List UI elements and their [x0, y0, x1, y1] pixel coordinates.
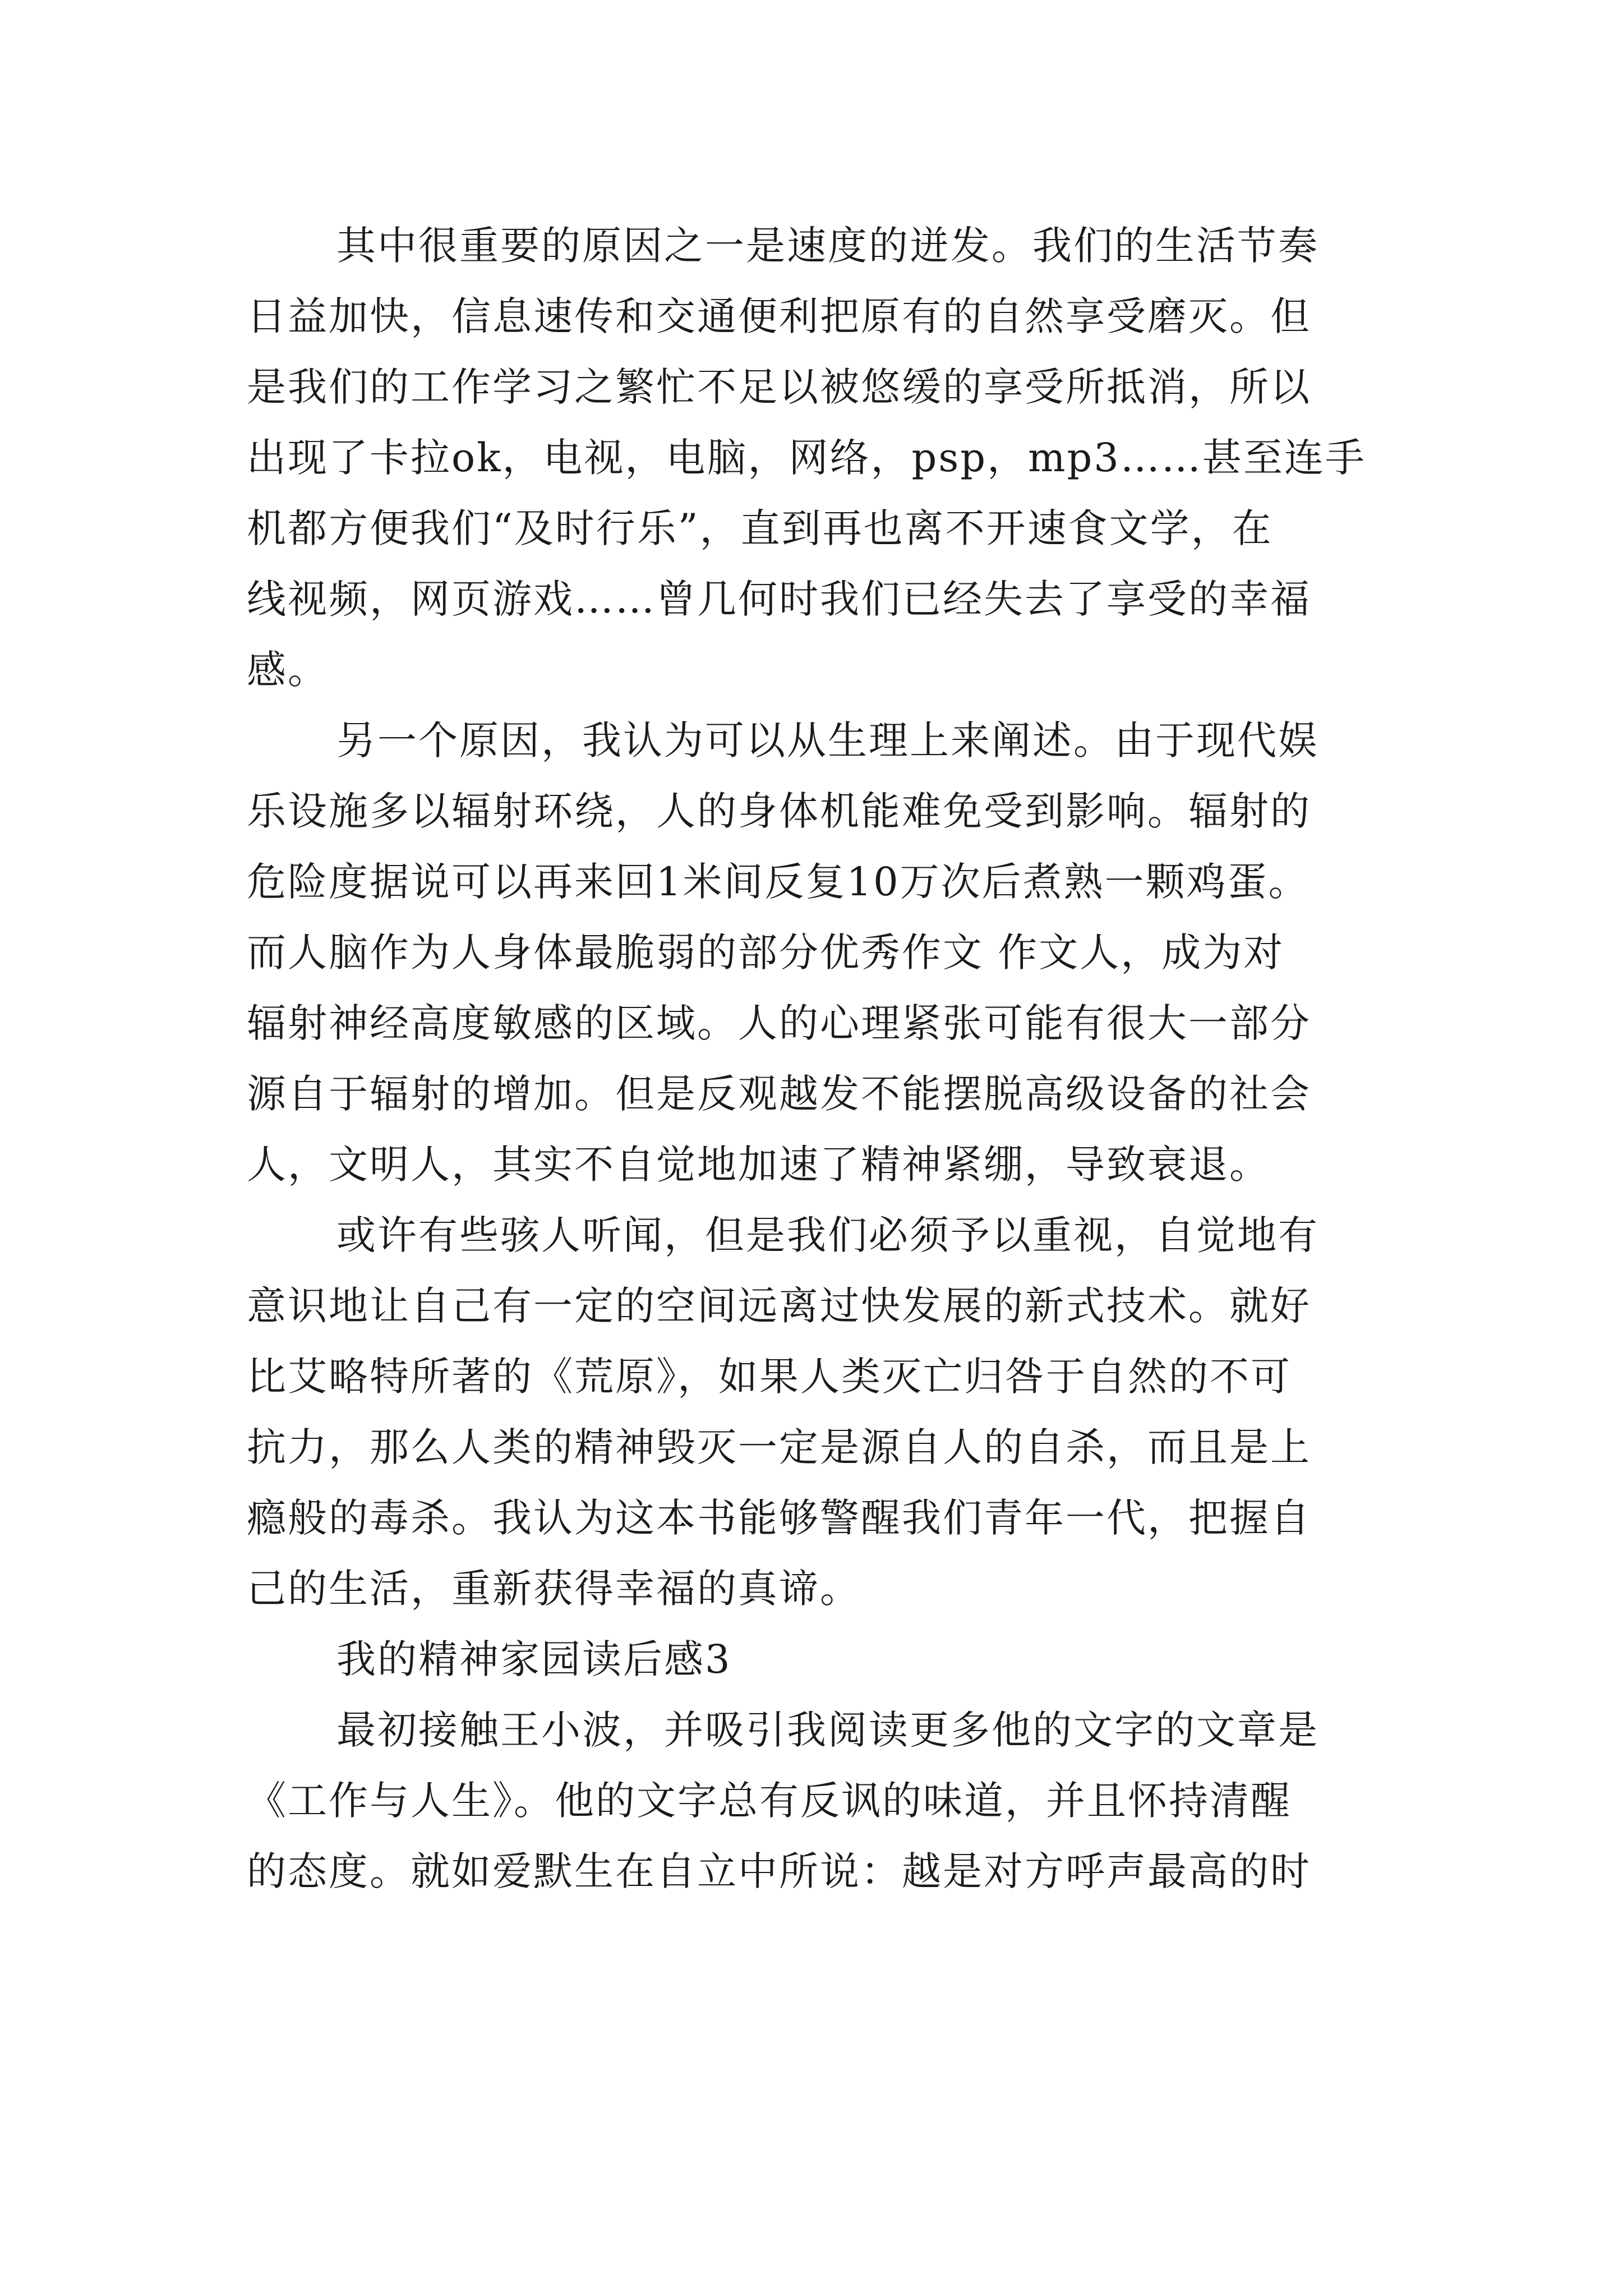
- text-line: 感。: [247, 647, 329, 693]
- text-line: 人，文明人，其实不自觉地加速了精神紧绷，导致衰退。: [247, 1142, 1270, 1188]
- text-line: 危险度据说可以再来回1米间反复10万次后煮熟一颗鸡蛋。: [247, 859, 1310, 905]
- text-line: 机都方便我们“及时行乐”，直到再也离不开速食文学，在: [247, 505, 1273, 551]
- text-line: 《工作与人生》。他的文字总有反讽的味道，并且怀持清醒: [247, 1778, 1292, 1824]
- text-line: 另一个原因，我认为可以从生理上来阐述。由于现代娱: [336, 717, 1319, 763]
- text-line: 比艾略特所著的《荒原》，如果人类灭亡归咎于自然的不可: [247, 1354, 1292, 1400]
- text-line: 其中很重要的原因之一是速度的迸发。我们的生活节奏: [336, 223, 1319, 269]
- text-line: 出现了卡拉ok，电视，电脑，网络，psp，mp3……甚至连手: [247, 435, 1366, 481]
- text-line: 乐设施多以辐射环绕，人的身体机能难免受到影响。辐射的: [247, 788, 1311, 834]
- text-line: 日益加快，信息速传和交通便利把原有的自然享受磨灭。但: [247, 293, 1311, 339]
- document-body: [247, 210, 1385, 1907]
- text-line: 意识地让自己有一定的空间远离过快发展的新式技术。就好: [247, 1283, 1311, 1329]
- text-line: 线视频，网页游戏……曾几何时我们已经失去了享受的幸福: [247, 576, 1311, 622]
- text-line: 是我们的工作学习之繁忙不足以被悠缓的享受所抵消，所以: [247, 364, 1311, 410]
- text-line: 瘾般的毒杀。我认为这本书能够警醒我们青年一代，把握自: [247, 1495, 1311, 1541]
- text-line: 而人脑作为人身体最脆弱的部分优秀作文 作文人，成为对: [247, 930, 1285, 976]
- section-heading: 我的精神家园读后感3: [336, 1636, 732, 1682]
- text-line: 源自于辐射的增加。但是反观越发不能摆脱高级设备的社会: [247, 1071, 1311, 1117]
- text-line: 己的生活，重新获得幸福的真谛。: [247, 1566, 861, 1612]
- text-line: 辐射神经高度敏感的区域。人的心理紧张可能有很大一部分: [247, 1000, 1311, 1046]
- text-line: 抗力，那么人类的精神毁灭一定是源自人的自杀，而且是上: [247, 1424, 1311, 1470]
- text-line: 或许有些骇人听闻，但是我们必须予以重视，自觉地有: [336, 1212, 1319, 1258]
- text-line: 最初接触王小波，并吸引我阅读更多他的文字的文章是: [336, 1707, 1319, 1753]
- text-line: 的态度。就如爱默生在自立中所说：越是对方呼声最高的时: [247, 1848, 1311, 1894]
